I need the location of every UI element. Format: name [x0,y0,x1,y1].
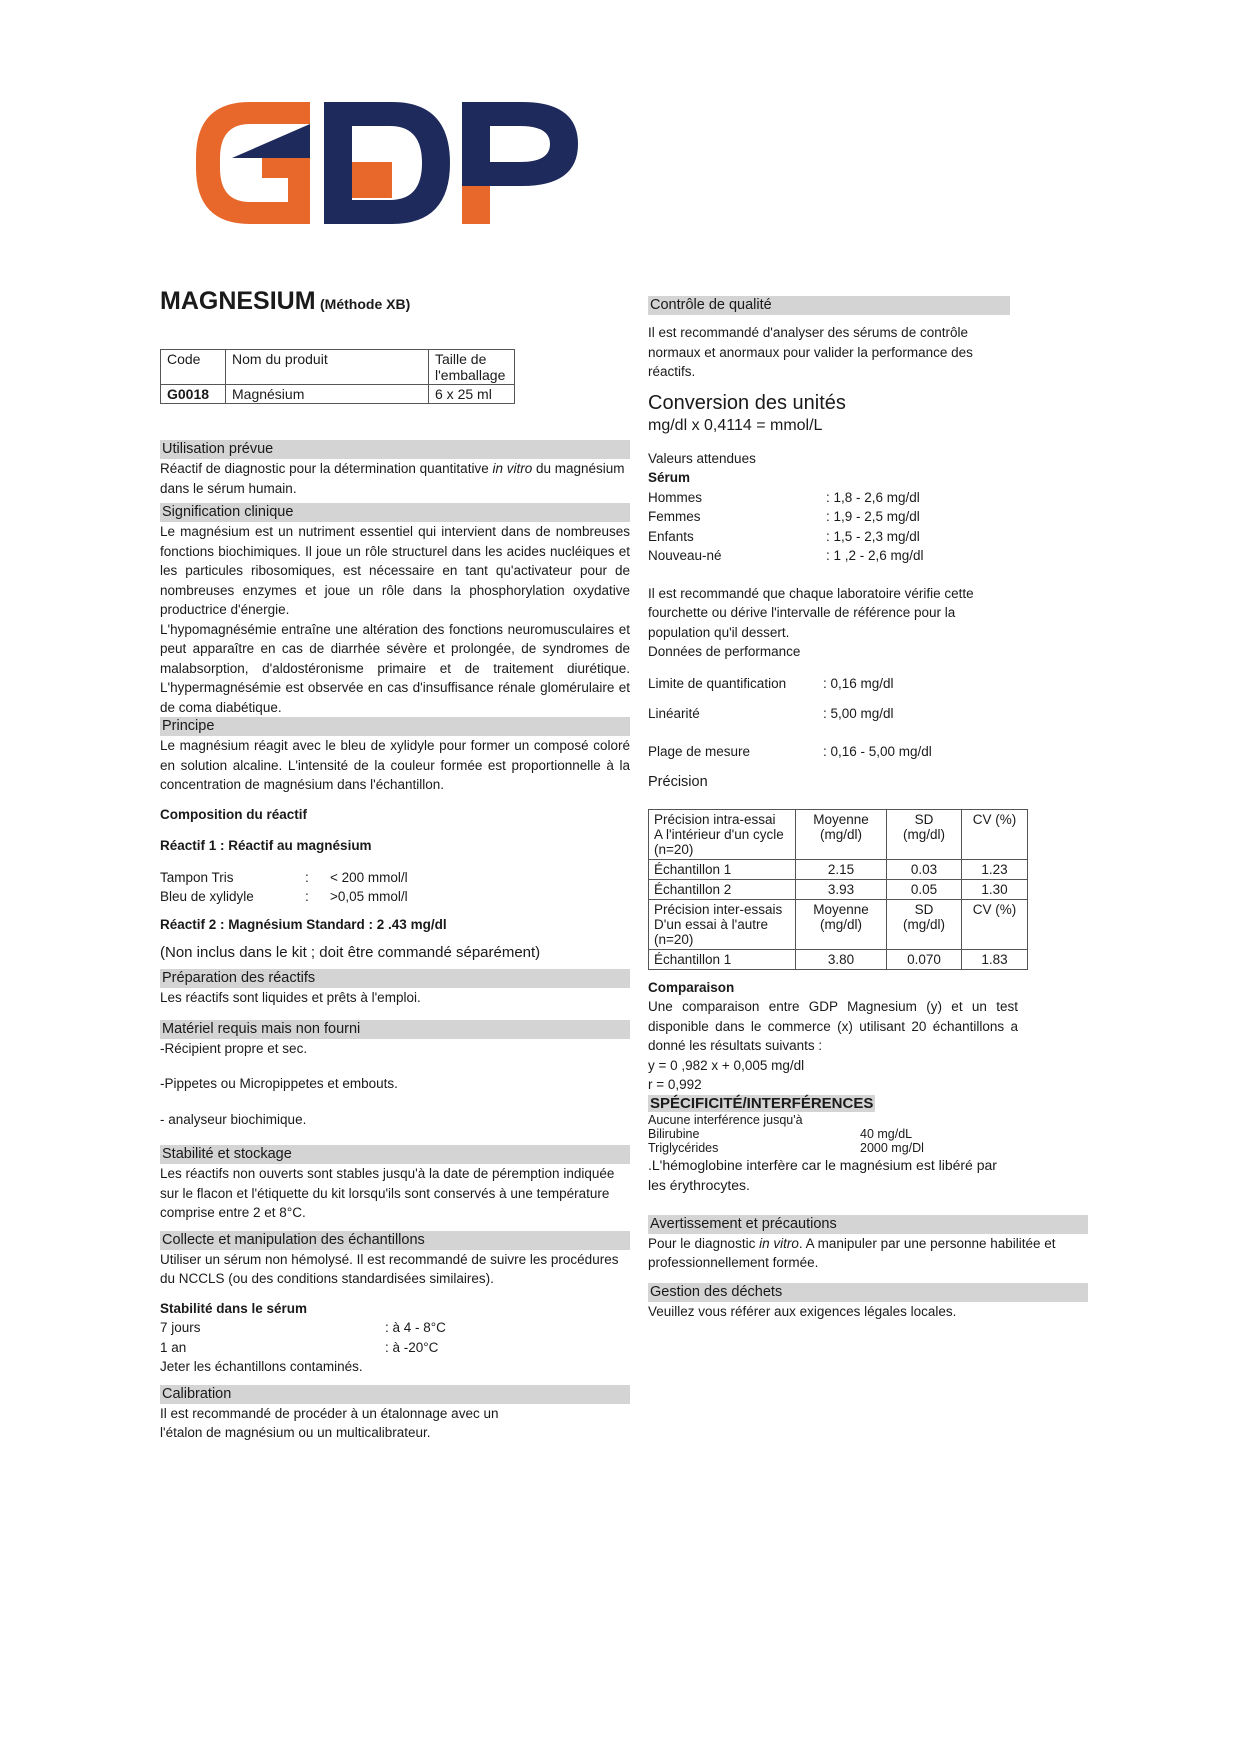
inter-h1: Précision inter-essais [654,901,783,917]
section-utilisation: Utilisation prévue [160,440,630,459]
stabilite-serum-heading: Stabilité dans le sérum [160,1300,308,1316]
perf-value: : 0,16 mg/dl [823,675,894,691]
intra-h2: A l'intérieur d'un cycle [654,826,784,842]
valeur-group: Hommes [648,489,703,505]
inter-sd-header: SD (mg/dl) [887,899,962,949]
intra-h1: Précision intra-essai [654,811,776,827]
materiel-item: -Récipient propre et sec. [160,1040,308,1056]
perf-row [648,674,1018,694]
col-name: Nom du produit [226,350,429,385]
valeur-row [648,527,1018,547]
valeur-range: : 1,8 - 2,6 mg/dl [826,489,920,505]
perf-row [648,704,1018,724]
composition-heading: Composition du réactif [160,806,308,822]
item-name: Bleu de xylidyle [160,889,254,904]
utilisation-text [160,459,630,498]
valeur-range: : 1,9 - 2,5 mg/dl [826,509,920,524]
sample-sd: 0.070 [887,949,962,969]
signification-p2: L'hypomagnésémie entraîne une altération des fonctions neuromusculaires et peut apparaître en cas de diarrhée sévère et prolongée, de syndromes de malabsorption, d'aldostéronisme primaire et de traitement diurétique. L'hypermagnésémie est observée en cas d'insuffisance rénale glomérulaire et de coma diabétique. [160,621,630,715]
precision-table [648,809,1028,970]
collecte-tail: Jeter les échantillons contaminés. [160,1359,363,1374]
materiel-item: -Pippetes ou Micropippetes et embouts. [160,1076,398,1091]
recommande-text: Il est recommandé que chaque laboratoire vérifie cette fourchette ou dérive l'intervalle de référence pour la population qu'il dessert. [648,585,974,640]
table-row [649,879,1028,899]
interferent-limit: 40 mg/dL [860,1126,913,1141]
specificite-text: .L'hémoglobine interfère car le magnésium est libéré par les érythrocytes. [648,1156,997,1193]
inter-h2: D'un essai à l'autre [654,916,768,932]
cell-size: 6 x 25 ml [429,385,515,404]
sample-sd: 0.03 [887,859,962,879]
donnees-performance: Données de performance [648,644,801,659]
section-calibration: Calibration [160,1385,630,1404]
item-value: < 200 mmol/l [330,869,408,885]
section-collecte: Collecte et manipulation des échantillons [160,1231,630,1250]
sample-cv: 1.83 [962,949,1028,969]
section-preparation: Préparation des réactifs [160,969,630,988]
valeur-range: : 1 ,2 - 2,6 mg/dl [826,548,924,563]
dechets-text: Veuillez vous référer aux exigences légales locales. [648,1303,957,1319]
avertissement-text [648,1234,1088,1273]
perf-row [648,742,1018,762]
perf-label: Limite de quantification [648,675,787,691]
sample-mean: 2.15 [796,859,887,879]
signification-p1: Le magnésium est un nutriment essentiel qui intervient dans de nombreuses fonctions biochimiques. Il joue un rôle structurel dans les acides nucléiques et les particules ribosomiques, est nécessaire en tant qu'activateur pour de nombreuses enzymes et joue un rôle dans la phosphorylation oxydative productrice d'énergie. [160,524,630,617]
col-size: Taille de l'emballage [429,350,515,385]
comparaison-eq2: r = 0,992 [648,1077,702,1092]
avert-italic: in vitro [759,1235,799,1251]
section-signification: Signification clinique [160,503,630,522]
specificite-sub: Aucune interférence jusqu'à [648,1112,803,1127]
title-main: MAGNESIUM [160,287,316,315]
perf-value: : 5,00 mg/dl [823,706,894,721]
controle-text: Il est recommandé d'analyser des sérums de contrôle normaux et anormaux pour valider la performance des réactifs. [648,325,973,379]
conversion-formula: mg/dl x 0,4114 = mmol/L [648,416,823,434]
interferent-limit: 2000 mg/Dl [860,1140,924,1155]
inter-mean-header: Moyenne (mg/dl) [796,899,887,949]
sample-label: Échantillon 1 [649,859,796,879]
reagent-1: Réactif 1 : Réactif au magnésium [160,838,372,853]
table-row [649,949,1028,969]
comparaison-text: Une comparaison entre GDP Magnesium (y) et un test disponible dans le commerce (x) utilisant 20 échantillons a donné les résultats suivants : [648,999,1018,1053]
avert-a: Pour le diagnostic [648,1235,760,1251]
materiel-item: - analyseur biochimique. [160,1111,307,1127]
composition-item [160,887,630,907]
valeur-group: Nouveau-né [648,548,722,563]
perf-label: Linéarité [648,706,700,721]
sample-mean: 3.93 [796,879,887,899]
cell-name: Magnésium [226,385,429,404]
left-column [160,440,630,1443]
inter-h3: (n=20) [654,931,694,947]
sample-sd: 0.05 [887,879,962,899]
intra-mean-header: Moyenne (mg/dl) [796,809,887,859]
intra-cv-header: CV (%) [962,809,1028,859]
item-sep: : [305,889,309,904]
perf-label: Plage de mesure [648,743,751,759]
specificite-heading: SPÉCIFICITÉ/INTERFÉRENCES [650,1094,874,1112]
utilisation-b: du magnésium dans le sérum humain. [160,461,625,496]
reagent-note: (Non inclus dans le kit ; doit être commandé séparément) [160,944,541,961]
composition-item [160,868,630,888]
stabilite-text: Les réactifs non ouverts sont stables jusqu'à la date de péremption indiquée sur le flacon et l'étiquette du kit lorsqu'ils sont conservés à une température comprise entre 2 et 8°C. [160,1166,615,1220]
sample-cv: 1.30 [962,879,1028,899]
conversion-heading: Conversion des unités [648,391,846,414]
product-table [160,349,515,404]
comparaison-eq1: y = 0 ,982 x + 0,005 mg/dl [648,1057,805,1073]
valeur-group: Femmes [648,509,701,524]
stab-temp: : à 4 - 8°C [385,1320,446,1335]
stabilite-row [160,1318,630,1338]
calibration-line1: Il est recommandé de procéder à un étalonnage avec un [160,1405,499,1421]
collecte-text: Utiliser un sérum non hémolysé. Il est recommandé de suivre les procédures du NCCLS (ou des conditions standardisées similaires). [160,1251,619,1286]
comparaison-heading: Comparaison [648,979,735,995]
intra-h3: (n=20) [654,841,694,857]
cell-code: G0018 [161,385,226,404]
principe-text: Le magnésium réagit avec le bleu de xylidyle pour former un composé coloré en solution alcaline. L'intensité de la couleur formée est proportionnelle à la concentration de magnésium dans l'échantillon. [160,738,630,792]
item-name: Tampon Tris [160,869,234,885]
section-stabilite: Stabilité et stockage [160,1145,630,1164]
interference-row [648,1141,1018,1155]
avert-b: . A manipuler par une personne habilitée et professionnellement formée. [648,1235,1056,1270]
intra-sd-header: SD (mg/dl) [887,809,962,859]
section-controle: Contrôle de qualité [648,296,1010,315]
section-principe: Principe [160,717,630,736]
stab-duration: 1 an [160,1339,187,1355]
reagent-2: Réactif 2 : Magnésium Standard : 2 .43 mg/dl [160,916,447,932]
sample-mean: 3.80 [796,949,887,969]
valeurs-heading: Valeurs attendues [648,450,756,466]
section-materiel: Matériel requis mais non fourni [160,1020,630,1039]
right-column [648,296,1056,1321]
stabilite-row [160,1338,630,1358]
intra-header [649,809,796,859]
utilisation-italic: in vitro [492,461,533,476]
section-dechets: Gestion des déchets [648,1283,1088,1302]
stab-temp: : à -20°C [385,1339,439,1355]
valeur-range: : 1,5 - 2,3 mg/dl [826,528,920,544]
valeur-row [648,507,1018,527]
table-row [649,859,1028,879]
interferent: Triglycérides [648,1140,719,1155]
sample-cv: 1.23 [962,859,1028,879]
valeurs-serum: Sérum [648,470,691,485]
sample-label: Échantillon 1 [649,949,796,969]
interference-row [648,1127,1018,1141]
page-title [160,287,630,316]
inter-header [649,899,796,949]
gdp-logo [192,98,582,228]
inter-cv-header: CV (%) [962,899,1028,949]
section-avertissement: Avertissement et précautions [648,1215,1088,1234]
col-code: Code [161,350,226,385]
valeur-row [648,546,1018,566]
interferent: Bilirubine [648,1126,700,1141]
stab-duration: 7 jours [160,1320,201,1335]
valeur-group: Enfants [648,528,694,544]
valeur-row [648,488,1018,508]
calibration-line2: l'étalon de magnésium ou un multicalibrateur. [160,1425,431,1440]
perf-value: : 0,16 - 5,00 mg/dl [823,743,932,759]
title-sub: (Méthode XB) [320,296,411,312]
item-sep: : [305,869,309,885]
sample-label: Échantillon 2 [649,879,796,899]
precision-heading: Précision [648,774,708,790]
preparation-text: Les réactifs sont liquides et prêts à l'emploi. [160,990,421,1005]
item-value: >0,05 mmol/l [330,889,408,904]
utilisation-a: Réactif de diagnostic pour la détermination quantitative [160,461,493,476]
